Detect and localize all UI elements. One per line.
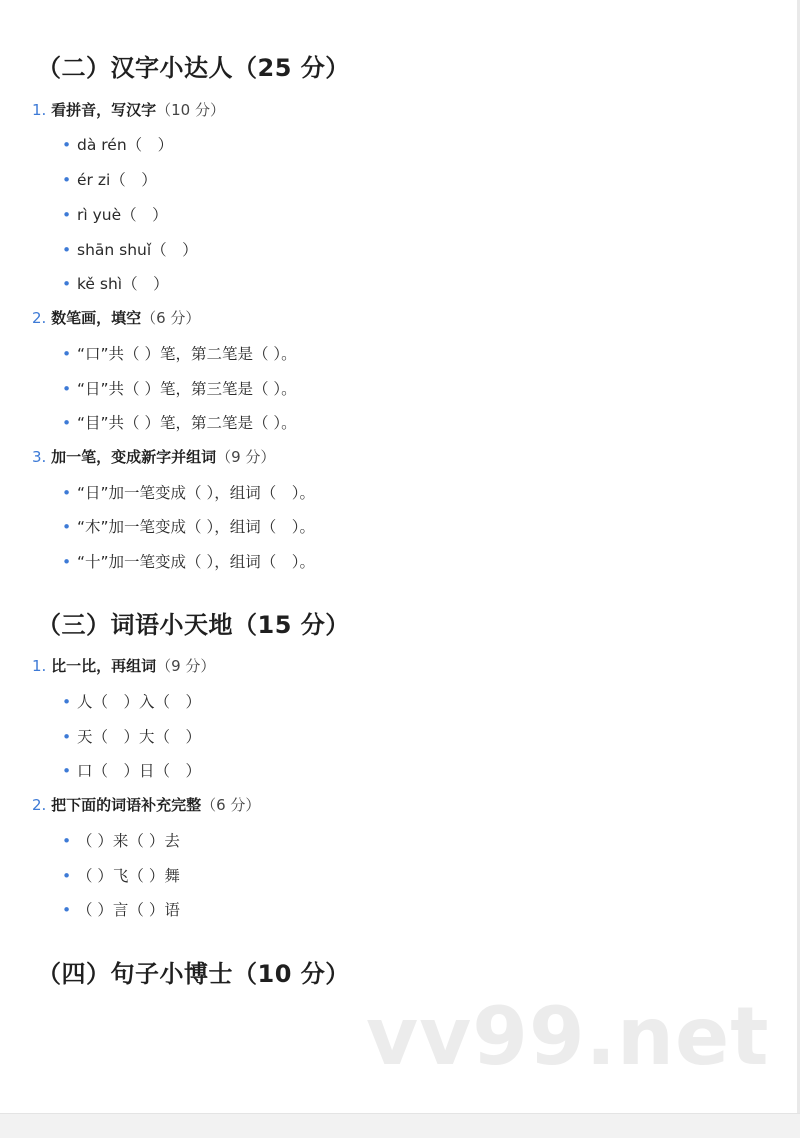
- watermark-text: vv99.net: [366, 990, 770, 1083]
- item-text: ér zi（ ）: [77, 171, 157, 189]
- question-heading: [32, 446, 275, 467]
- section-title-2: （二）汉字小达人（25 分）: [37, 54, 350, 82]
- question-score: （6 分）: [201, 796, 261, 814]
- bullet-icon: •: [62, 380, 72, 398]
- bullet-icon: •: [62, 414, 72, 432]
- item-text: kě shì（ ）: [77, 275, 169, 293]
- question-number: 1.: [32, 657, 47, 675]
- bullet-icon: •: [62, 136, 72, 154]
- item-text: “日”共（ ）笔，第三笔是（ ）。: [77, 380, 297, 398]
- item-text: （ ）言（ ）语: [77, 901, 180, 919]
- bullet-icon: •: [62, 901, 72, 919]
- bullet-icon: •: [62, 867, 72, 885]
- list-item: [62, 864, 180, 886]
- bullet-icon: •: [62, 762, 72, 780]
- item-text: shān shuǐ（ ）: [77, 241, 198, 259]
- question-heading: [32, 99, 225, 120]
- item-text: （ ）飞（ ）舞: [77, 867, 180, 885]
- item-text: 天（ ）大（ ）: [77, 728, 202, 746]
- question-title: 数笔画，填空: [51, 309, 142, 327]
- list-item: [62, 411, 297, 433]
- item-text: “日”加一笔变成（ ），组词（ ）。: [77, 484, 315, 502]
- bullet-icon: •: [62, 693, 72, 711]
- list-item: [62, 377, 297, 399]
- item-text: dà rén（ ）: [77, 136, 174, 154]
- list-item: [62, 481, 315, 503]
- bullet-icon: •: [62, 241, 72, 259]
- question-heading: [32, 794, 260, 815]
- question-title: 把下面的词语补充完整: [51, 796, 202, 814]
- bullet-icon: •: [62, 553, 72, 571]
- list-item: [62, 725, 201, 747]
- list-item: [62, 829, 180, 851]
- bullet-icon: •: [62, 518, 72, 536]
- list-item: [62, 759, 201, 781]
- list-item: [62, 898, 180, 920]
- bullet-icon: •: [62, 345, 72, 363]
- list-item: [62, 272, 169, 294]
- section-title-4: （四）句子小博士（10 分）: [37, 960, 350, 988]
- question-title: 看拼音，写汉字: [51, 101, 157, 119]
- question-score: （6 分）: [141, 309, 201, 327]
- item-text: （ ）来（ ）去: [77, 832, 180, 850]
- question-number: 3.: [32, 448, 47, 466]
- bullet-icon: •: [62, 275, 72, 293]
- item-text: “木”加一笔变成（ ），组词（ ）。: [77, 518, 315, 536]
- list-item: [62, 515, 315, 537]
- list-item: [62, 342, 297, 364]
- item-text: “目”共（ ）笔，第二笔是（ ）。: [77, 414, 297, 432]
- question-score: （9 分）: [156, 657, 216, 675]
- item-text: “口”共（ ）笔，第二笔是（ ）。: [77, 345, 297, 363]
- item-text: “十”加一笔变成（ ），组词（ ）。: [77, 553, 315, 571]
- question-score: （10 分）: [156, 101, 225, 119]
- list-item: [62, 168, 157, 190]
- list-item: [62, 690, 201, 712]
- list-item: [62, 133, 173, 155]
- question-score: （9 分）: [216, 448, 276, 466]
- list-item: [62, 550, 315, 572]
- item-text: 口（ ）日（ ）: [77, 762, 202, 780]
- question-title: 加一笔，变成新字并组词: [51, 448, 217, 466]
- list-item: [62, 203, 168, 225]
- bullet-icon: •: [62, 171, 72, 189]
- question-number: 1.: [32, 101, 47, 119]
- question-heading: [32, 307, 200, 328]
- page-bottom-strip: [0, 1113, 800, 1138]
- section-title-3: （三）词语小天地（15 分）: [37, 611, 350, 639]
- question-title: 比一比，再组词: [51, 657, 157, 675]
- bullet-icon: •: [62, 206, 72, 224]
- question-number: 2.: [32, 309, 47, 327]
- question-heading: [32, 655, 215, 676]
- list-item: [62, 238, 198, 260]
- item-text: 人（ ）入（ ）: [77, 693, 202, 711]
- bullet-icon: •: [62, 832, 72, 850]
- question-number: 2.: [32, 796, 47, 814]
- item-text: rì yuè（ ）: [77, 206, 168, 224]
- bullet-icon: •: [62, 484, 72, 502]
- bullet-icon: •: [62, 728, 72, 746]
